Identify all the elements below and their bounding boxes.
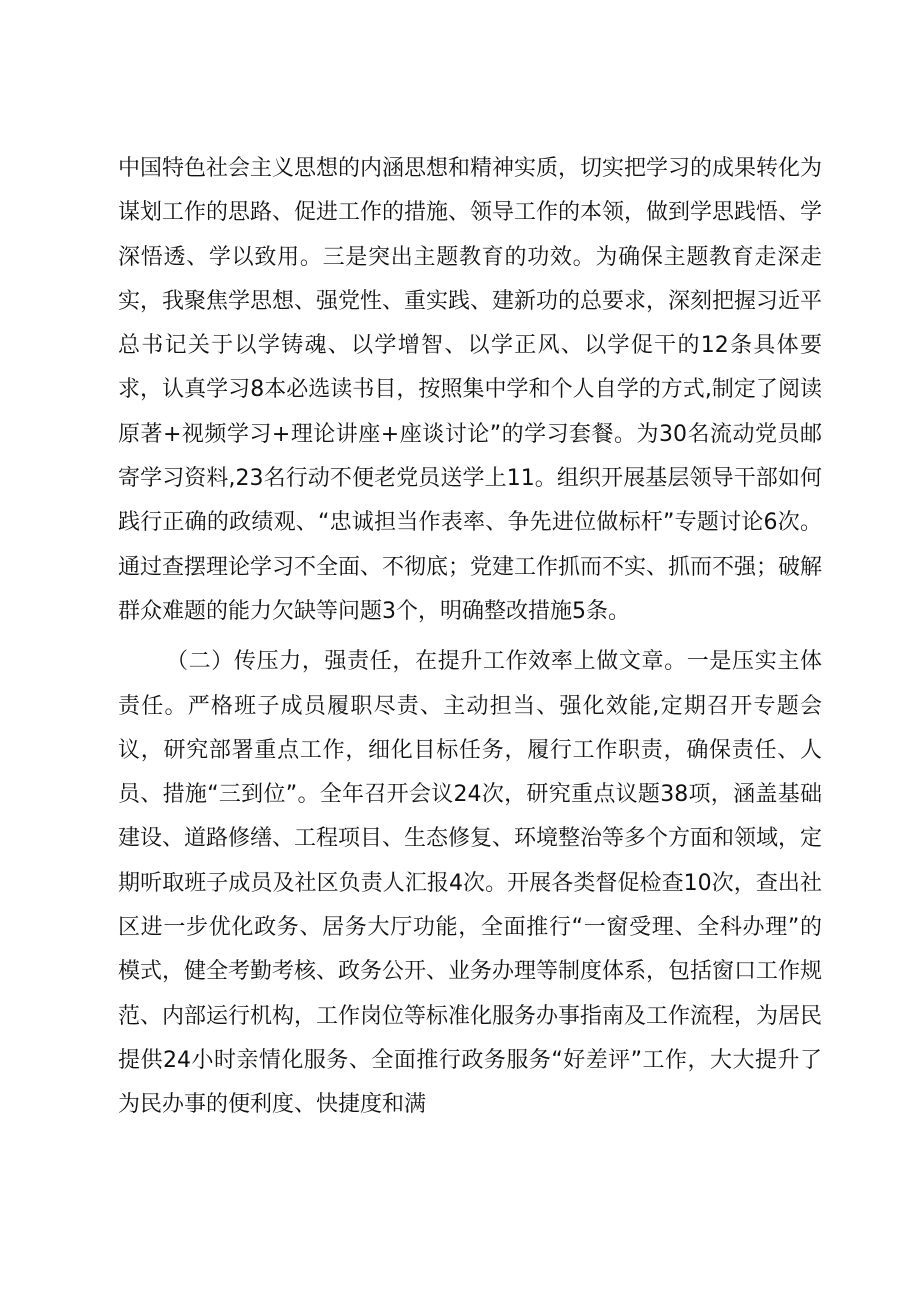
paragraph-2: （二）传压力，强责任，在提升工作效率上做文章。一是压实主体责任。严格班子成员履职尽责、主动担当、强化效能,定期召开专题会议，研究部署重点工作，细化目标任务，履行工作职责，确保责任、人员、措施“三到位”。全年召开会议24次，研究重点议题38项，涵盖基础建设、道路修缮、工程项目、生态修复、环境整治等多个方面和领域，定期听取班子成员及社区负责人汇报4次。开展各类督促检查10次，查出社区进一步优化政务、居务大厅功能，全面推行“一窗受理、全科办理”的模式，健全考勤考核、政务公开、业务办理等制度体系，包括窗口工作规范、内部运行机构，工作岗位等标准化服务办事指南及工作流程，为居民提供24小时亲情化服务、全面推行政务服务“好差评”工作，大大提升了为民办事的便利度、快捷度和满 (118, 649, 823, 1118)
paragraph-1: 中国特色社会主义思想的内涵思想和精神实质，切实把学习的成果转化为谋划工作的思路、促进工作的措施、领导工作的本领，做到学思践悟、学深悟透、学以致用。三是突出主题教育的功效。为确保主题教育走深走实，我聚焦学思想、强党性、重实践、建新功的总要求，深刻把握习近平总书记关于以学铸魂、以学增智、以学正风、以学促干的12条具体要求，认真学习8本必选读书目，按照集中学和个人自学的方式,制定了阅读原著+视频学习+理论讲座+座谈讨论”的学习套餐。为30名流动党员邮寄学习资料,23名行动不便老党员送学上11。组织开展基层领导干部如何践行正确的政绩观、“忠诚担当作表率、争先进位做标杆”专题讨论6次。通过查摆理论学习不全面、不彻底；党建工作抓而不实、抓而不强；破解群众难题的能力欠缺等问题3个，明确整改措施5条。 (118, 156, 823, 624)
document-body (118, 147, 822, 1128)
